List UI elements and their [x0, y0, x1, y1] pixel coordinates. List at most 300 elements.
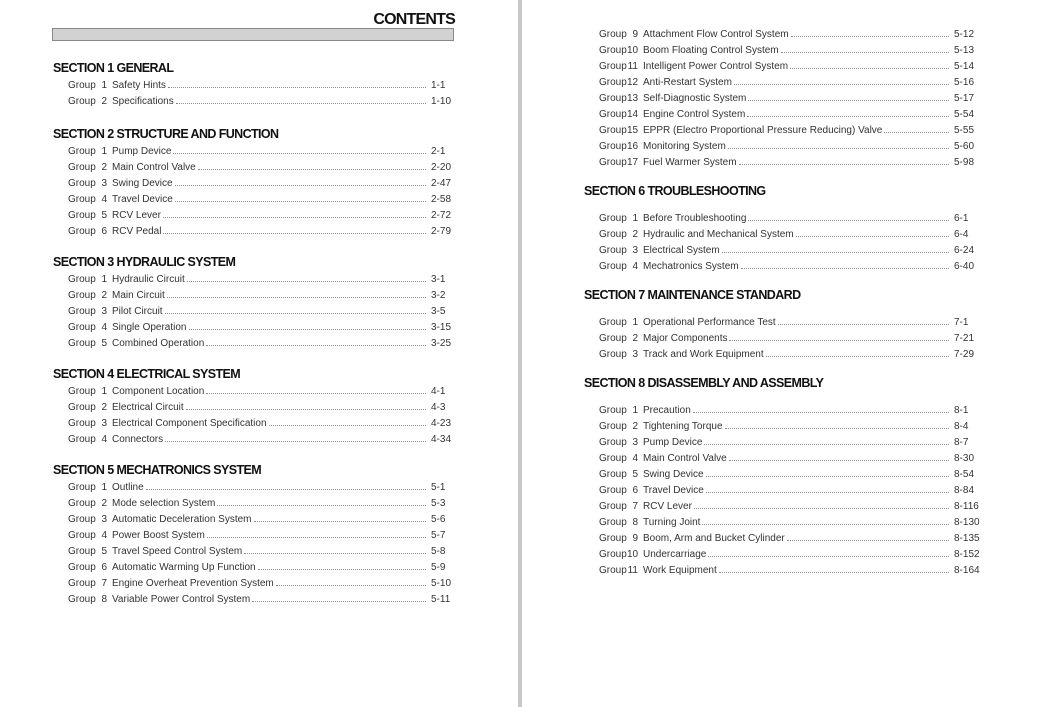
entry-title: Single Operation — [112, 322, 187, 333]
dot-leader — [725, 417, 949, 429]
toc-entry[interactable] — [53, 542, 453, 558]
dot-leader — [729, 449, 949, 461]
dot-leader — [269, 414, 426, 426]
group-label: Group — [599, 421, 627, 432]
entry-title: Attachment Flow Control System — [643, 29, 789, 40]
entry-title: Hydraulic and Mechanical System — [643, 229, 794, 240]
group-number: 2 — [101, 290, 107, 301]
group-label: Group — [68, 226, 96, 237]
page-number: 5-1 — [431, 482, 446, 493]
section-heading[interactable]: SECTION 6 TROUBLESHOOTING — [584, 184, 766, 198]
entry-title: Variable Power Control System — [112, 594, 251, 605]
group-number: 4 — [632, 261, 638, 272]
dot-leader — [186, 398, 426, 410]
entry-title: Before Troubleshooting — [643, 213, 747, 224]
entry-title: Swing Device — [643, 469, 704, 480]
group-label: Group — [599, 229, 627, 240]
dot-leader — [207, 526, 426, 538]
dot-leader — [187, 270, 426, 282]
toc-entry[interactable] — [53, 302, 453, 318]
dot-leader — [781, 41, 949, 53]
group-label: Group — [68, 306, 96, 317]
toc-entry[interactable] — [584, 57, 976, 73]
group-label: Group — [599, 349, 627, 360]
dot-leader — [206, 334, 426, 346]
toc-entry[interactable] — [53, 510, 453, 526]
toc-entry[interactable] — [584, 433, 976, 449]
toc-entry[interactable] — [53, 398, 453, 414]
toc-entry[interactable] — [53, 478, 453, 494]
group-number: 3 — [101, 418, 107, 429]
entry-title: Electrical Circuit — [112, 402, 184, 413]
toc-entry[interactable] — [584, 481, 976, 497]
page-number: 8-54 — [954, 469, 975, 480]
group-label: Group — [68, 146, 96, 157]
dot-leader — [168, 76, 426, 88]
entry-title: Electrical System — [643, 245, 720, 256]
entry-title: Main Control Valve — [643, 453, 727, 464]
section-heading[interactable]: SECTION 3 HYDRAULIC SYSTEM — [53, 255, 236, 269]
group-number: 3 — [632, 245, 638, 256]
page-number: 5-8 — [431, 546, 446, 557]
entry-title: Self-Diagnostic System — [643, 93, 747, 104]
section-heading[interactable]: SECTION 4 ELECTRICAL SYSTEM — [53, 367, 241, 381]
toc-entry[interactable] — [584, 561, 980, 577]
group-label: Group — [599, 533, 627, 544]
toc-entry[interactable] — [584, 73, 976, 89]
dot-leader — [704, 433, 949, 445]
entry-title: Connectors — [112, 434, 164, 445]
entry-title: Monitoring System — [643, 141, 726, 152]
section-spacer — [584, 273, 976, 287]
group-number: 10 — [627, 45, 639, 56]
group-number: 3 — [101, 306, 107, 317]
group-number: 9 — [632, 533, 638, 544]
page-number: 5-60 — [954, 141, 975, 152]
group-label: Group — [68, 96, 96, 107]
dot-leader — [165, 430, 426, 442]
toc-entry[interactable] — [53, 206, 453, 222]
dot-leader — [706, 481, 949, 493]
dot-leader — [189, 318, 427, 330]
group-label: Group — [68, 498, 96, 509]
group-label: Group — [599, 517, 627, 528]
page-number: 6-24 — [954, 245, 975, 256]
group-number: 8 — [101, 594, 107, 605]
toc-entry[interactable] — [53, 590, 453, 606]
group-number: 10 — [627, 549, 639, 560]
group-label: Group — [68, 578, 96, 589]
group-number: 4 — [101, 194, 107, 205]
group-number: 2 — [632, 229, 638, 240]
page-number: 5-10 — [431, 578, 452, 589]
toc-entry[interactable] — [584, 105, 976, 121]
page-number: 8-135 — [954, 533, 980, 544]
section-spacer — [53, 350, 453, 366]
entry-title: EPPR (Electro Proportional Pressure Reducing) Valve — [643, 125, 883, 136]
group-number: 3 — [101, 514, 107, 525]
group-number: 6 — [632, 485, 638, 496]
dot-leader — [787, 529, 949, 541]
dot-leader — [163, 222, 426, 234]
group-number: 11 — [627, 61, 638, 72]
dot-leader — [276, 574, 426, 586]
entry-title: Outline — [112, 482, 144, 493]
group-number: 14 — [627, 109, 639, 120]
toc-entry[interactable] — [584, 449, 976, 465]
dot-leader — [748, 209, 949, 221]
group-label: Group — [599, 469, 627, 480]
group-number: 2 — [101, 402, 107, 413]
title-bar — [52, 28, 454, 41]
group-label: Group — [599, 29, 627, 40]
page-number: 2-79 — [431, 226, 452, 237]
group-number: 1 — [632, 317, 638, 328]
section-spacer — [584, 361, 976, 375]
contents-title: CONTENTS — [373, 11, 455, 28]
page-number: 5-55 — [954, 125, 975, 136]
group-number: 1 — [101, 146, 107, 157]
entry-title: Electrical Component Specification — [112, 418, 267, 429]
toc-entry[interactable] — [584, 41, 976, 57]
toc-entry[interactable] — [53, 222, 453, 238]
entry-title: Major Components — [643, 333, 728, 344]
page-number: 8-1 — [954, 405, 969, 416]
group-number: 4 — [101, 322, 107, 333]
page-number: 2-72 — [431, 210, 452, 221]
entry-title: Specifications — [112, 96, 174, 107]
toc-entry[interactable] — [584, 545, 980, 561]
group-label: Group — [68, 210, 96, 221]
page-number: 7-21 — [954, 333, 975, 344]
toc-entry[interactable] — [584, 225, 976, 241]
page-number: 6-1 — [954, 213, 969, 224]
toc-entry[interactable] — [53, 142, 453, 158]
page-number: 3-5 — [431, 306, 446, 317]
group-number: 16 — [627, 141, 639, 152]
entry-title: Mode selection System — [112, 498, 216, 509]
group-label: Group — [68, 482, 96, 493]
dot-leader — [748, 89, 949, 101]
page-number: 6-40 — [954, 261, 975, 272]
group-label: Group — [68, 546, 96, 557]
entry-title: Travel Device — [643, 485, 704, 496]
toc-entry[interactable] — [584, 345, 976, 361]
toc-entry[interactable] — [584, 465, 976, 481]
page-number: 6-4 — [954, 229, 969, 240]
section-heading[interactable]: SECTION 8 DISASSEMBLY AND ASSEMBLY — [584, 376, 824, 390]
dot-leader — [729, 329, 949, 341]
group-label: Group — [68, 386, 96, 397]
group-number: 17 — [627, 157, 639, 168]
group-number: 7 — [101, 578, 107, 589]
group-label: Group — [599, 125, 627, 136]
entry-title: Swing Device — [112, 178, 173, 189]
dot-leader — [175, 190, 426, 202]
group-number: 7 — [632, 501, 638, 512]
section-heading[interactable]: SECTION 7 MAINTENANCE STANDARD — [584, 288, 801, 302]
group-label: Group — [68, 178, 96, 189]
dot-leader — [741, 257, 949, 269]
group-number: 3 — [101, 178, 107, 189]
toc-entry[interactable] — [584, 401, 976, 417]
toc-entry[interactable] — [584, 417, 976, 433]
entry-title: Boom Floating Control System — [643, 45, 779, 56]
toc-entry[interactable] — [53, 286, 453, 302]
page-number: 4-1 — [431, 386, 446, 397]
toc-entry[interactable] — [53, 334, 453, 350]
entry-title: Fuel Warmer System — [643, 157, 737, 168]
entry-title: RCV Lever — [643, 501, 692, 512]
entry-title: Combined Operation — [112, 338, 205, 349]
toc-entry[interactable] — [53, 526, 453, 542]
dot-leader — [173, 142, 426, 154]
group-label: Group — [68, 274, 96, 285]
dot-leader — [791, 25, 949, 37]
toc-entry[interactable] — [53, 430, 453, 446]
page-number: 8-164 — [954, 565, 980, 576]
page-number: 7-29 — [954, 349, 975, 360]
group-label: Group — [599, 157, 627, 168]
toc-entry[interactable] — [584, 529, 980, 545]
dot-leader — [254, 510, 426, 522]
dot-leader — [244, 542, 426, 554]
dot-leader — [176, 92, 426, 104]
group-label: Group — [599, 213, 627, 224]
entry-title: Tightening Torque — [643, 421, 723, 432]
toc-entry[interactable] — [584, 89, 976, 105]
group-label: Group — [599, 405, 627, 416]
group-label: Group — [68, 530, 96, 541]
page-number: 1-1 — [431, 80, 446, 91]
page-number: 1-10 — [431, 96, 452, 107]
toc-entry[interactable] — [584, 497, 979, 513]
toc-entry[interactable] — [53, 76, 453, 92]
group-number: 4 — [101, 434, 107, 445]
entry-title: RCV Pedal — [112, 226, 162, 237]
group-number: 2 — [632, 421, 638, 432]
group-label: Group — [599, 109, 627, 120]
toc-entry[interactable] — [584, 257, 976, 273]
group-number: 1 — [101, 386, 107, 397]
group-label: Group — [599, 485, 627, 496]
group-number: 2 — [101, 96, 107, 107]
group-label: Group — [599, 261, 627, 272]
group-label: Group — [599, 549, 627, 560]
entry-title: Pump Device — [112, 146, 172, 157]
page-number: 2-20 — [431, 162, 452, 173]
page-number: 5-11 — [431, 594, 451, 605]
group-number: 2 — [101, 162, 107, 173]
toc-entry[interactable] — [53, 318, 453, 334]
toc-entry[interactable] — [53, 158, 453, 174]
page-number: 3-15 — [431, 322, 452, 333]
page-number: 8-152 — [954, 549, 980, 560]
entry-title: Hydraulic Circuit — [112, 274, 185, 285]
entry-title: Turning Joint — [643, 517, 701, 528]
entry-title: Pilot Circuit — [112, 306, 163, 317]
entry-title: Intelligent Power Control System — [643, 61, 789, 72]
toc-entry[interactable] — [584, 121, 976, 137]
page-number: 8-130 — [954, 517, 980, 528]
dot-leader — [706, 465, 949, 477]
dot-leader — [694, 497, 949, 509]
group-label: Group — [599, 245, 627, 256]
page-number: 4-3 — [431, 402, 446, 413]
toc-entry[interactable] — [53, 92, 453, 108]
dot-leader — [258, 558, 426, 570]
group-label: Group — [599, 333, 627, 344]
dot-leader — [728, 137, 949, 149]
page-number: 3-2 — [431, 290, 446, 301]
entry-title: Automatic Deceleration System — [112, 514, 252, 525]
page-number: 5-54 — [954, 109, 975, 120]
page-number: 8-84 — [954, 485, 975, 496]
page-number: 5-7 — [431, 530, 446, 541]
dot-leader — [722, 241, 949, 253]
dot-leader — [175, 174, 426, 186]
section-spacer — [584, 169, 976, 183]
toc-entry[interactable] — [584, 209, 976, 225]
group-number: 2 — [632, 333, 638, 344]
dot-leader — [252, 590, 426, 602]
entry-title: Undercarriage — [643, 549, 707, 560]
group-label: Group — [68, 402, 96, 413]
section-spacer — [53, 238, 453, 254]
group-number: 5 — [101, 546, 107, 557]
group-number: 1 — [101, 274, 107, 285]
entry-title: Boom, Arm and Bucket Cylinder — [643, 533, 785, 544]
group-number: 8 — [632, 517, 638, 528]
entry-title: Engine Control System — [643, 109, 746, 120]
right-toc-column — [584, 25, 980, 577]
toc-entry[interactable] — [53, 174, 453, 190]
group-label: Group — [68, 290, 96, 301]
dot-leader — [739, 153, 949, 165]
group-label: Group — [599, 565, 627, 576]
dot-leader — [884, 121, 949, 133]
entry-title: Component Location — [112, 386, 205, 397]
entry-title: Track and Work Equipment — [643, 349, 764, 360]
entry-title: Main Circuit — [112, 290, 165, 301]
entry-title: Safety Hints — [112, 80, 166, 91]
toc-entry[interactable] — [584, 513, 980, 529]
group-label: Group — [68, 338, 96, 349]
group-number: 4 — [632, 453, 638, 464]
entry-title: Power Boost System — [112, 530, 205, 541]
group-number: 1 — [632, 213, 638, 224]
page-number: 3-25 — [431, 338, 452, 349]
group-label: Group — [68, 418, 96, 429]
page-number: 2-58 — [431, 194, 452, 205]
entry-title: Pump Device — [643, 437, 703, 448]
dot-leader — [778, 313, 949, 325]
group-label: Group — [599, 437, 627, 448]
section-spacer — [53, 108, 453, 126]
dot-leader — [146, 478, 426, 490]
page-number: 5-98 — [954, 157, 975, 168]
toc-entry[interactable] — [53, 190, 453, 206]
toc-entry[interactable] — [584, 313, 976, 329]
group-label: Group — [68, 514, 96, 525]
group-number: 4 — [101, 530, 107, 541]
group-label: Group — [599, 141, 627, 152]
dot-leader — [693, 401, 949, 413]
group-label: Group — [68, 162, 96, 173]
page-number: 5-13 — [954, 45, 975, 56]
page-number: 8-4 — [954, 421, 969, 432]
toc-entry[interactable] — [584, 153, 976, 169]
group-number: 6 — [101, 226, 107, 237]
dot-leader — [747, 105, 949, 117]
page-number: 2-47 — [431, 178, 452, 189]
page-number: 8-116 — [954, 501, 979, 512]
entry-title: Work Equipment — [643, 565, 717, 576]
group-number: 13 — [627, 93, 639, 104]
group-number: 3 — [632, 437, 638, 448]
dot-leader — [702, 513, 949, 525]
page-number: 4-23 — [431, 418, 452, 429]
page-number: 2-1 — [431, 146, 446, 157]
entry-title: Mechatronics System — [643, 261, 739, 272]
section-heading[interactable]: SECTION 1 GENERAL — [53, 61, 174, 75]
dot-leader — [796, 225, 949, 237]
toc-entry[interactable] — [53, 558, 453, 574]
group-number: 9 — [632, 29, 638, 40]
group-label: Group — [599, 61, 627, 72]
group-label: Group — [599, 453, 627, 464]
entry-title: Automatic Warming Up Function — [112, 562, 256, 573]
entry-title: Precaution — [643, 405, 691, 416]
entry-title: Engine Overheat Prevention System — [112, 578, 274, 589]
section-heading[interactable]: SECTION 2 STRUCTURE AND FUNCTION — [53, 127, 279, 141]
group-label: Group — [599, 45, 627, 56]
toc-entry[interactable] — [53, 270, 453, 286]
toc-entry[interactable] — [584, 329, 976, 345]
section-spacer — [53, 446, 453, 462]
group-label: Group — [68, 562, 96, 573]
section-heading[interactable]: SECTION 5 MECHATRONICS SYSTEM — [53, 463, 262, 477]
dot-leader — [719, 561, 949, 573]
toc-entry[interactable] — [53, 382, 453, 398]
page-number: 5-12 — [954, 29, 975, 40]
dot-leader — [766, 345, 949, 357]
group-number: 6 — [101, 562, 107, 573]
entry-title: Operational Performance Test — [643, 317, 776, 328]
group-number: 1 — [101, 482, 107, 493]
dot-leader — [734, 73, 949, 85]
toc-entry[interactable] — [53, 494, 453, 510]
page-number: 3-1 — [431, 274, 446, 285]
group-number: 3 — [632, 349, 638, 360]
toc-entry[interactable] — [584, 241, 976, 257]
dot-leader — [167, 286, 426, 298]
toc-entry[interactable] — [584, 137, 976, 153]
group-number: 15 — [627, 125, 639, 136]
toc-entry[interactable] — [584, 25, 976, 41]
page-number: 8-7 — [954, 437, 969, 448]
dot-leader — [165, 302, 426, 314]
page-number: 5-17 — [954, 93, 975, 104]
toc-entry[interactable] — [53, 574, 453, 590]
group-label: Group — [599, 501, 627, 512]
group-number: 12 — [627, 77, 639, 88]
entry-title: Travel Speed Control System — [112, 546, 243, 557]
page-number: 5-9 — [431, 562, 446, 573]
page-number: 4-34 — [431, 434, 452, 445]
section-spacer — [584, 391, 976, 401]
toc-entry[interactable] — [53, 414, 453, 430]
